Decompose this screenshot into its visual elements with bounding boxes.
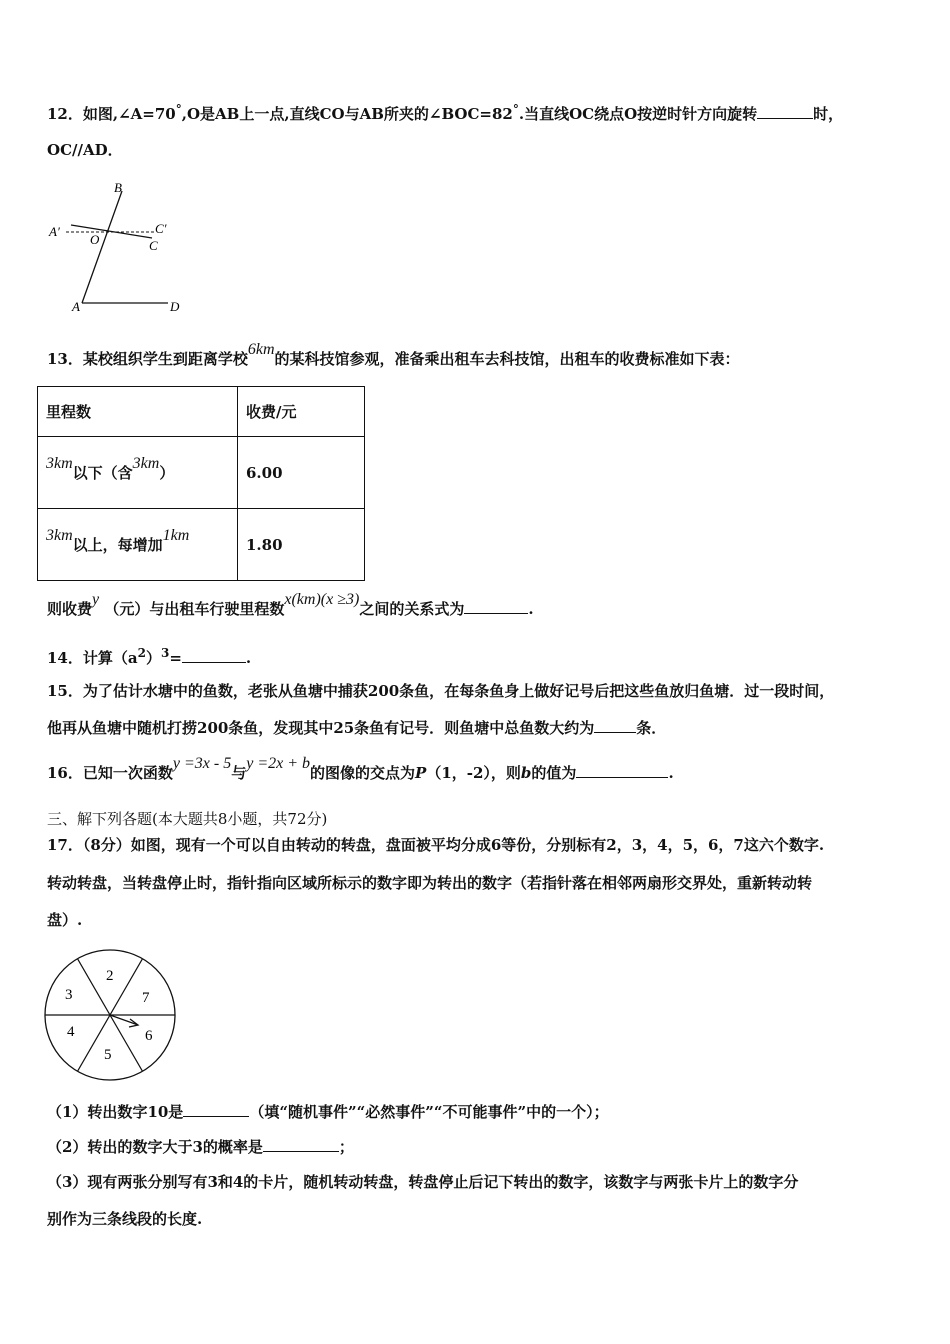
q13-prefix: 13．某校组织学生到距离学校 bbox=[47, 350, 248, 368]
line-ab bbox=[82, 191, 122, 303]
q13-answer-blank[interactable] bbox=[464, 599, 528, 614]
q17-sub2-b: ； bbox=[338, 1138, 354, 1156]
q12-figure bbox=[44, 176, 194, 318]
header-mileage: 里程数 bbox=[38, 387, 238, 437]
row1-text2: ） bbox=[159, 464, 175, 482]
q13-var-x: x(km)(x ≥3) bbox=[284, 591, 360, 608]
label-c-prime: C′ bbox=[155, 221, 167, 236]
table-header-row bbox=[38, 387, 365, 437]
label-a: A bbox=[72, 299, 80, 314]
row2-km2: 1km bbox=[162, 527, 190, 544]
q17-sub2 bbox=[47, 1136, 354, 1157]
q17-sub2-blank[interactable] bbox=[263, 1137, 339, 1152]
q17-sub3-line1: （3）现有两张分别写有3和4的卡片，随机转动转盘，转盘停止后记下转出的数字，该数字与两张卡片上的数字分 bbox=[47, 1173, 799, 1191]
q12-text-b: ,O是AB上一点,直线CO与AB所夹的∠BOC=82 bbox=[181, 105, 513, 123]
label-o: O bbox=[90, 232, 100, 247]
q14-mid: ） bbox=[145, 649, 161, 667]
q15-line2 bbox=[47, 717, 666, 738]
sector-2: 2 bbox=[106, 968, 114, 984]
q13-answer-a: 则收费 bbox=[47, 600, 93, 618]
q12-text-c: .当直线OC绕点O按逆时针方向旋转 bbox=[518, 105, 758, 123]
sector-7: 7 bbox=[142, 990, 150, 1006]
q17-sub1-a: （1）转出数字10是 bbox=[47, 1103, 184, 1121]
table-row bbox=[38, 437, 365, 509]
q15-line2-b: 条． bbox=[636, 719, 667, 737]
q12-line2: OC//AD． bbox=[47, 141, 123, 159]
row1-mileage bbox=[38, 437, 238, 509]
q13-answer-end: . bbox=[528, 600, 534, 618]
q17-sub1-b: （填“随机事件”“必然事件”“不可能事件”中的一个）； bbox=[249, 1103, 609, 1121]
q16-suffix-b: （1，-2），则 bbox=[426, 764, 521, 782]
row2-fee: 1.80 bbox=[238, 509, 365, 581]
q16-answer-blank[interactable] bbox=[576, 763, 668, 778]
label-b: B bbox=[114, 180, 122, 195]
row2-text1: 以上，每增加 bbox=[72, 536, 163, 554]
q15-line1: 15．为了估计水塘中的鱼数，老张从鱼塘中捕获200条鱼，在每条鱼身上做好记号后把这些鱼放归鱼塘．过一段时间， bbox=[47, 682, 835, 700]
q14-line bbox=[47, 646, 251, 668]
q17-line2: 转动转盘，当转盘停止时，指针指向区域所标示的数字即为转出的数字（若指针落在相邻两扇形交界处，重新转动转 bbox=[47, 874, 813, 892]
sector-5: 5 bbox=[104, 1047, 112, 1063]
q17-line1: 17．（8分）如图，现有一个可以自由转动的转盘，盘面被平均分成6等份，分别标有2，3，4，5，6，7这六个数字. bbox=[47, 836, 825, 854]
header-fee: 收费/元 bbox=[238, 387, 365, 437]
label-d: D bbox=[170, 299, 180, 314]
q14-exp-outer: 3 bbox=[160, 646, 170, 660]
q12-degree-1: ° bbox=[175, 102, 182, 116]
q17-line3: 盘）. bbox=[47, 911, 83, 929]
q16-end: . bbox=[668, 764, 674, 782]
sector-3: 3 bbox=[65, 987, 73, 1003]
q17-sub1 bbox=[47, 1101, 609, 1122]
row1-km2: 3km bbox=[132, 455, 160, 472]
q14-suffix: = bbox=[169, 649, 182, 667]
q13-suffix: 的某科技馆参观，准备乘出租车去科技馆，出租车的收费标准如下表： bbox=[274, 350, 740, 368]
spinner-pointer bbox=[110, 1015, 138, 1025]
q16-line bbox=[47, 755, 674, 783]
q13-var-y: y bbox=[92, 591, 100, 608]
q14-answer-blank[interactable] bbox=[182, 648, 246, 663]
spinner-figure bbox=[40, 947, 184, 1085]
q16-func2: y =2x + b bbox=[246, 755, 311, 772]
sector-4: 4 bbox=[67, 1024, 75, 1040]
q12-answer-blank[interactable] bbox=[757, 104, 813, 119]
q13-intro bbox=[47, 341, 740, 369]
q16-prefix: 16．已知一次函数 bbox=[47, 764, 173, 782]
q14-exp-inner: 2 bbox=[137, 646, 146, 660]
q13-answer-c: 之间的关系式为 bbox=[359, 600, 465, 618]
label-c: C bbox=[149, 238, 158, 253]
row1-text1: 以下（含 bbox=[72, 464, 133, 482]
q17-sub3-line2: 别作为三条线段的长度. bbox=[47, 1210, 203, 1228]
q13-answer-b: （元）与出租车行驶里程数 bbox=[104, 600, 285, 618]
q17-sub2-a: （2）转出的数字大于3的概率是 bbox=[47, 1138, 263, 1156]
q13-answer-line bbox=[47, 591, 534, 619]
q12-text-a: 12．如图,∠A=70 bbox=[47, 105, 176, 123]
q12-text-d: 时， bbox=[813, 105, 844, 123]
q12-line1 bbox=[47, 102, 843, 124]
q13-distance: 6km bbox=[247, 341, 275, 358]
q12-degree-2: ° bbox=[512, 102, 519, 116]
q14-end: . bbox=[245, 649, 252, 667]
sector-6: 6 bbox=[145, 1028, 153, 1044]
q16-point: P bbox=[415, 764, 427, 782]
q16-func1: y =3x - 5 bbox=[172, 755, 232, 772]
q14-prefix: 14．计算（a bbox=[47, 649, 138, 667]
section-3-heading: 三、解下列各题(本大题共8小题，共72分) bbox=[47, 810, 328, 828]
row2-mileage bbox=[38, 509, 238, 581]
q17-sub1-blank[interactable] bbox=[183, 1102, 249, 1117]
q15-line2-a: 他再从鱼塘中随机打捞200条鱼，发现其中25条鱼有记号．则鱼塘中总鱼数大约为 bbox=[47, 719, 595, 737]
q16-var-b: b bbox=[520, 764, 532, 782]
fare-table bbox=[37, 386, 365, 581]
q15-answer-blank[interactable] bbox=[594, 718, 636, 733]
q16-mid: 与 bbox=[231, 764, 247, 782]
q16-suffix-c: 的值为 bbox=[531, 764, 577, 782]
q16-suffix-a: 的图像的交点为 bbox=[310, 764, 416, 782]
row1-km1: 3km bbox=[46, 455, 73, 472]
row2-km1: 3km bbox=[46, 527, 73, 544]
label-a-prime: A′ bbox=[49, 224, 60, 239]
row1-fee: 6.00 bbox=[238, 437, 365, 509]
table-row bbox=[38, 509, 365, 581]
